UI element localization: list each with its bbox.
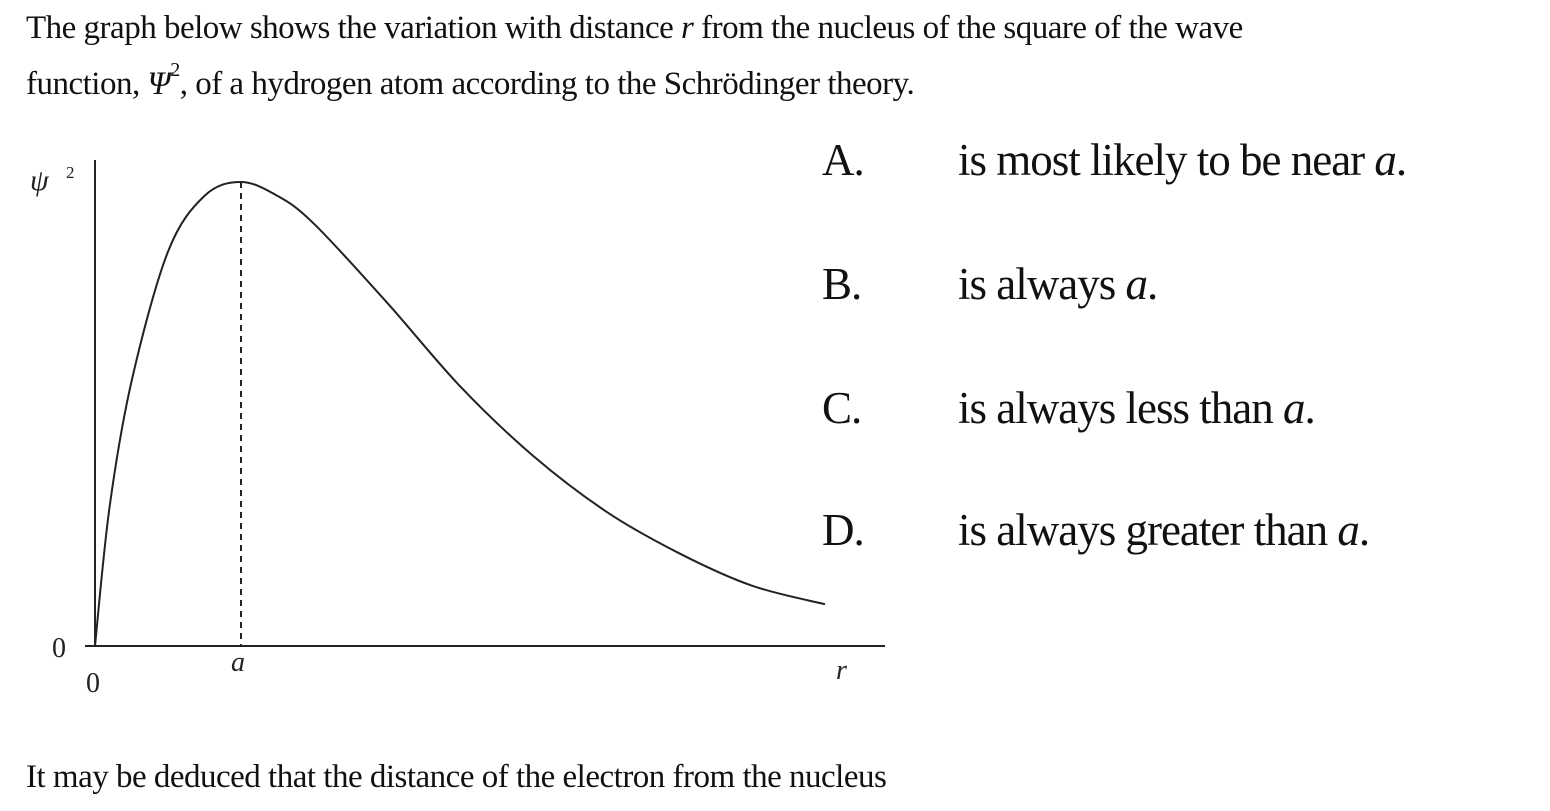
- option-end: .: [1358, 505, 1370, 555]
- option-variable: a: [1125, 259, 1147, 309]
- intro-r-symbol: r: [681, 10, 694, 46]
- option-c: [822, 380, 1315, 436]
- option-letter: D.: [822, 505, 864, 555]
- option-text: is always less than: [958, 383, 1283, 433]
- y-axis-label-exponent: 2: [66, 163, 75, 182]
- option-text: is most likely to be near: [958, 135, 1375, 185]
- option-end: .: [1395, 135, 1407, 185]
- option-letter: A.: [822, 135, 864, 185]
- question-stem: It may be deduced that the distance of the electron from the nucleus: [26, 759, 887, 795]
- option-letter: B.: [822, 259, 862, 309]
- psi-squared-curve: [95, 182, 825, 646]
- intro-psi-exponent: 2: [170, 59, 180, 81]
- option-b: [822, 256, 1157, 312]
- intro-text-1: The graph below shows the variation with distance: [26, 10, 674, 46]
- x-zero-label: 0: [86, 668, 100, 699]
- option-text: is always greater than: [958, 505, 1338, 555]
- intro-text-4: , of a hydrogen atom according to the Schrödinger theory.: [179, 66, 915, 102]
- intro-psi-symbol: Ψ: [147, 66, 171, 102]
- option-a: [822, 132, 1406, 188]
- option-d: [822, 502, 1369, 558]
- y-zero-label: 0: [52, 633, 66, 664]
- option-end: .: [1146, 259, 1158, 309]
- x-mark-label-a: a: [231, 647, 245, 678]
- option-variable: a: [1374, 135, 1396, 185]
- x-axis-label: r: [836, 655, 847, 686]
- intro-text-3: function,: [26, 66, 140, 102]
- option-variable: a: [1282, 383, 1305, 433]
- y-axis-label: ψ: [30, 164, 49, 197]
- option-text: is always: [958, 259, 1126, 309]
- option-letter: C.: [822, 383, 862, 433]
- option-variable: a: [1337, 505, 1359, 555]
- option-end: .: [1304, 383, 1315, 433]
- intro-text-2: from the nucleus of the square of the wave: [701, 10, 1243, 46]
